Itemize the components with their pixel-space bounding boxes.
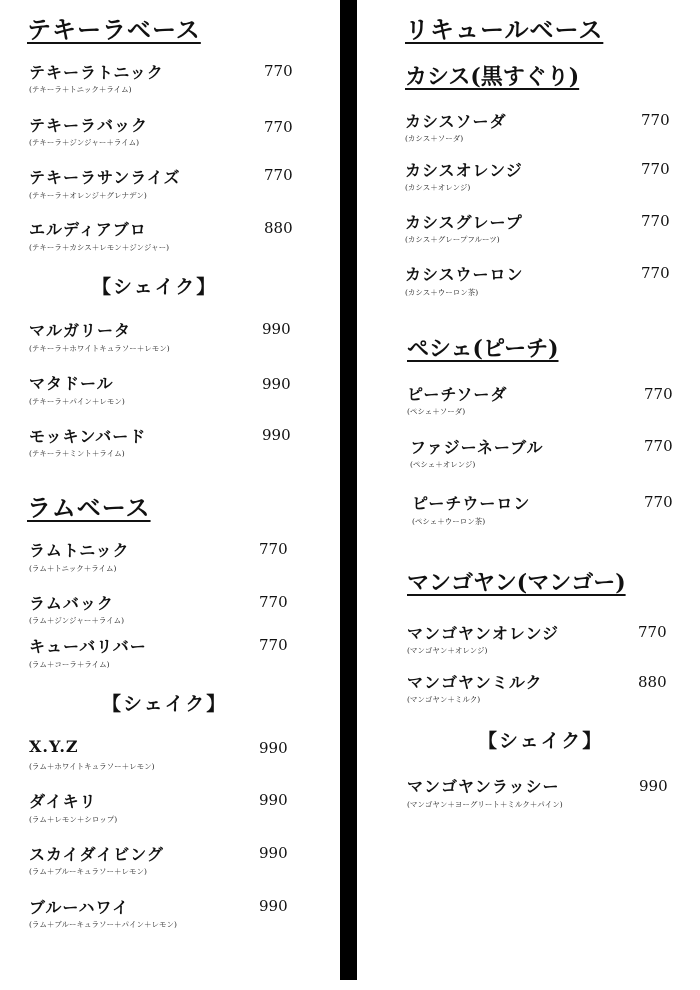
item-price: 990: [259, 739, 288, 757]
item-price: 990: [262, 426, 291, 444]
item-price: 990: [639, 777, 668, 795]
shake-heading: 【シェイク】: [478, 730, 604, 752]
item-description: (マンゴヤン＋ミルク): [407, 695, 481, 704]
item-name: マンゴヤンオレンジ: [407, 624, 560, 643]
item-price: 880: [264, 219, 293, 237]
item-description: (ペシェ＋オレンジ): [410, 460, 476, 469]
item-price: 990: [259, 844, 288, 862]
item-name: テキーラサンライズ: [29, 168, 181, 187]
item-name: ブルーハワイ: [29, 898, 130, 917]
subsection-title-cassis: カシス(黒すぐり): [405, 64, 580, 90]
item-description: (ラム＋ブルーキュラソー＋レモン): [29, 867, 147, 876]
item-description: (テキーラ＋トニック＋ライム): [29, 85, 132, 94]
item-price: 990: [259, 791, 288, 809]
item-price: 770: [644, 385, 673, 403]
item-price: 770: [641, 212, 670, 230]
item-name: スカイダイビング: [29, 845, 164, 864]
item-description: (テキーラ＋パイン＋レモン): [29, 397, 125, 406]
item-name: キューバリバー: [29, 637, 147, 656]
item-name: モッキンバード: [29, 427, 147, 446]
item-description: (ラム＋ホワイトキュラソー＋レモン): [29, 762, 155, 771]
shake-heading: 【シェイク】: [102, 693, 228, 715]
item-description: (カシス＋ソーダ): [405, 134, 464, 143]
item-price: 990: [259, 897, 288, 915]
item-name: ファジーネーブル: [410, 438, 544, 457]
item-name: ピーチソーダ: [407, 385, 508, 404]
item-name: X.Y.Z: [29, 737, 79, 756]
column-divider: [340, 0, 357, 980]
section-title-rum-base: ラムベース: [27, 493, 151, 522]
item-name: カシスオレンジ: [405, 161, 523, 180]
item-name: マルガリータ: [29, 321, 132, 340]
item-price: 990: [262, 320, 291, 338]
section-title-tequila-base: テキーラベース: [27, 15, 201, 44]
item-price: 770: [264, 166, 293, 184]
item-price: 770: [641, 160, 670, 178]
item-name: カシスグレープ: [405, 213, 523, 232]
item-name: マタドール: [29, 374, 114, 393]
item-name: テキーラバック: [29, 116, 149, 135]
item-price: 880: [638, 673, 667, 691]
item-description: (テキーラ＋オレンジ＋グレナデン): [29, 191, 147, 200]
item-name: カシスソーダ: [405, 112, 507, 131]
item-description: (ラム＋レモン＋シロップ): [29, 815, 118, 824]
item-description: (テキーラ＋ミント＋ライム): [29, 449, 125, 458]
item-price: 770: [264, 118, 293, 136]
item-description: (テキーラ＋ホワイトキュラソー＋レモン): [29, 344, 170, 353]
item-price: 770: [259, 540, 288, 558]
item-price: 770: [264, 62, 293, 80]
item-price: 770: [641, 111, 670, 129]
subsection-title-mangoyan: マンゴヤン(マンゴー): [407, 570, 626, 596]
item-name: マンゴヤンミルク: [407, 673, 543, 692]
item-description: (ラム＋トニック＋ライム): [29, 564, 117, 573]
item-description: (カシス＋オレンジ): [405, 183, 471, 192]
section-title-liqueur-base: リキュールベース: [405, 15, 604, 44]
item-name: ラムトニック: [29, 541, 130, 560]
item-price: 770: [641, 264, 670, 282]
item-name: エルディアブロ: [29, 220, 147, 239]
item-description: (テキーラ＋カシス＋レモン＋ジンジャー): [29, 243, 170, 252]
shake-heading: 【シェイク】: [92, 276, 218, 298]
item-price: 990: [262, 375, 291, 393]
item-name: テキーラトニック: [29, 63, 164, 82]
item-price: 770: [644, 493, 673, 511]
item-price: 770: [644, 437, 673, 455]
item-name: ラムバック: [29, 594, 114, 613]
item-description: (ペシェ＋ウーロン茶): [412, 517, 486, 526]
item-description: (マンゴヤン＋ヨーグリート＋ミルク＋パイン): [407, 800, 563, 809]
item-description: (ラム＋ブルーキュラソー＋パイン＋レモン): [29, 920, 177, 929]
item-name: マンゴヤンラッシー: [407, 777, 560, 796]
subsection-title-peche: ペシェ(ピーチ): [407, 336, 559, 362]
item-description: (マンゴヤン＋オレンジ): [407, 646, 488, 655]
item-description: (カシス＋ウーロン茶): [405, 288, 479, 297]
item-price: 770: [259, 593, 288, 611]
item-description: (ペシェ＋ソーダ): [407, 407, 466, 416]
item-name: ピーチウーロン: [412, 494, 531, 513]
item-price: 770: [638, 623, 667, 641]
item-description: (ラム＋ジンジャー＋ライム): [29, 616, 125, 625]
item-description: (テキーラ＋ジンジャー＋ライム): [29, 138, 140, 147]
item-name: ダイキリ: [29, 792, 97, 811]
item-description: (カシス＋グレープフルーツ): [405, 235, 500, 244]
item-description: (ラム＋コーラ＋ライム): [29, 660, 110, 669]
item-price: 770: [259, 636, 288, 654]
item-name: カシスウーロン: [405, 265, 524, 284]
